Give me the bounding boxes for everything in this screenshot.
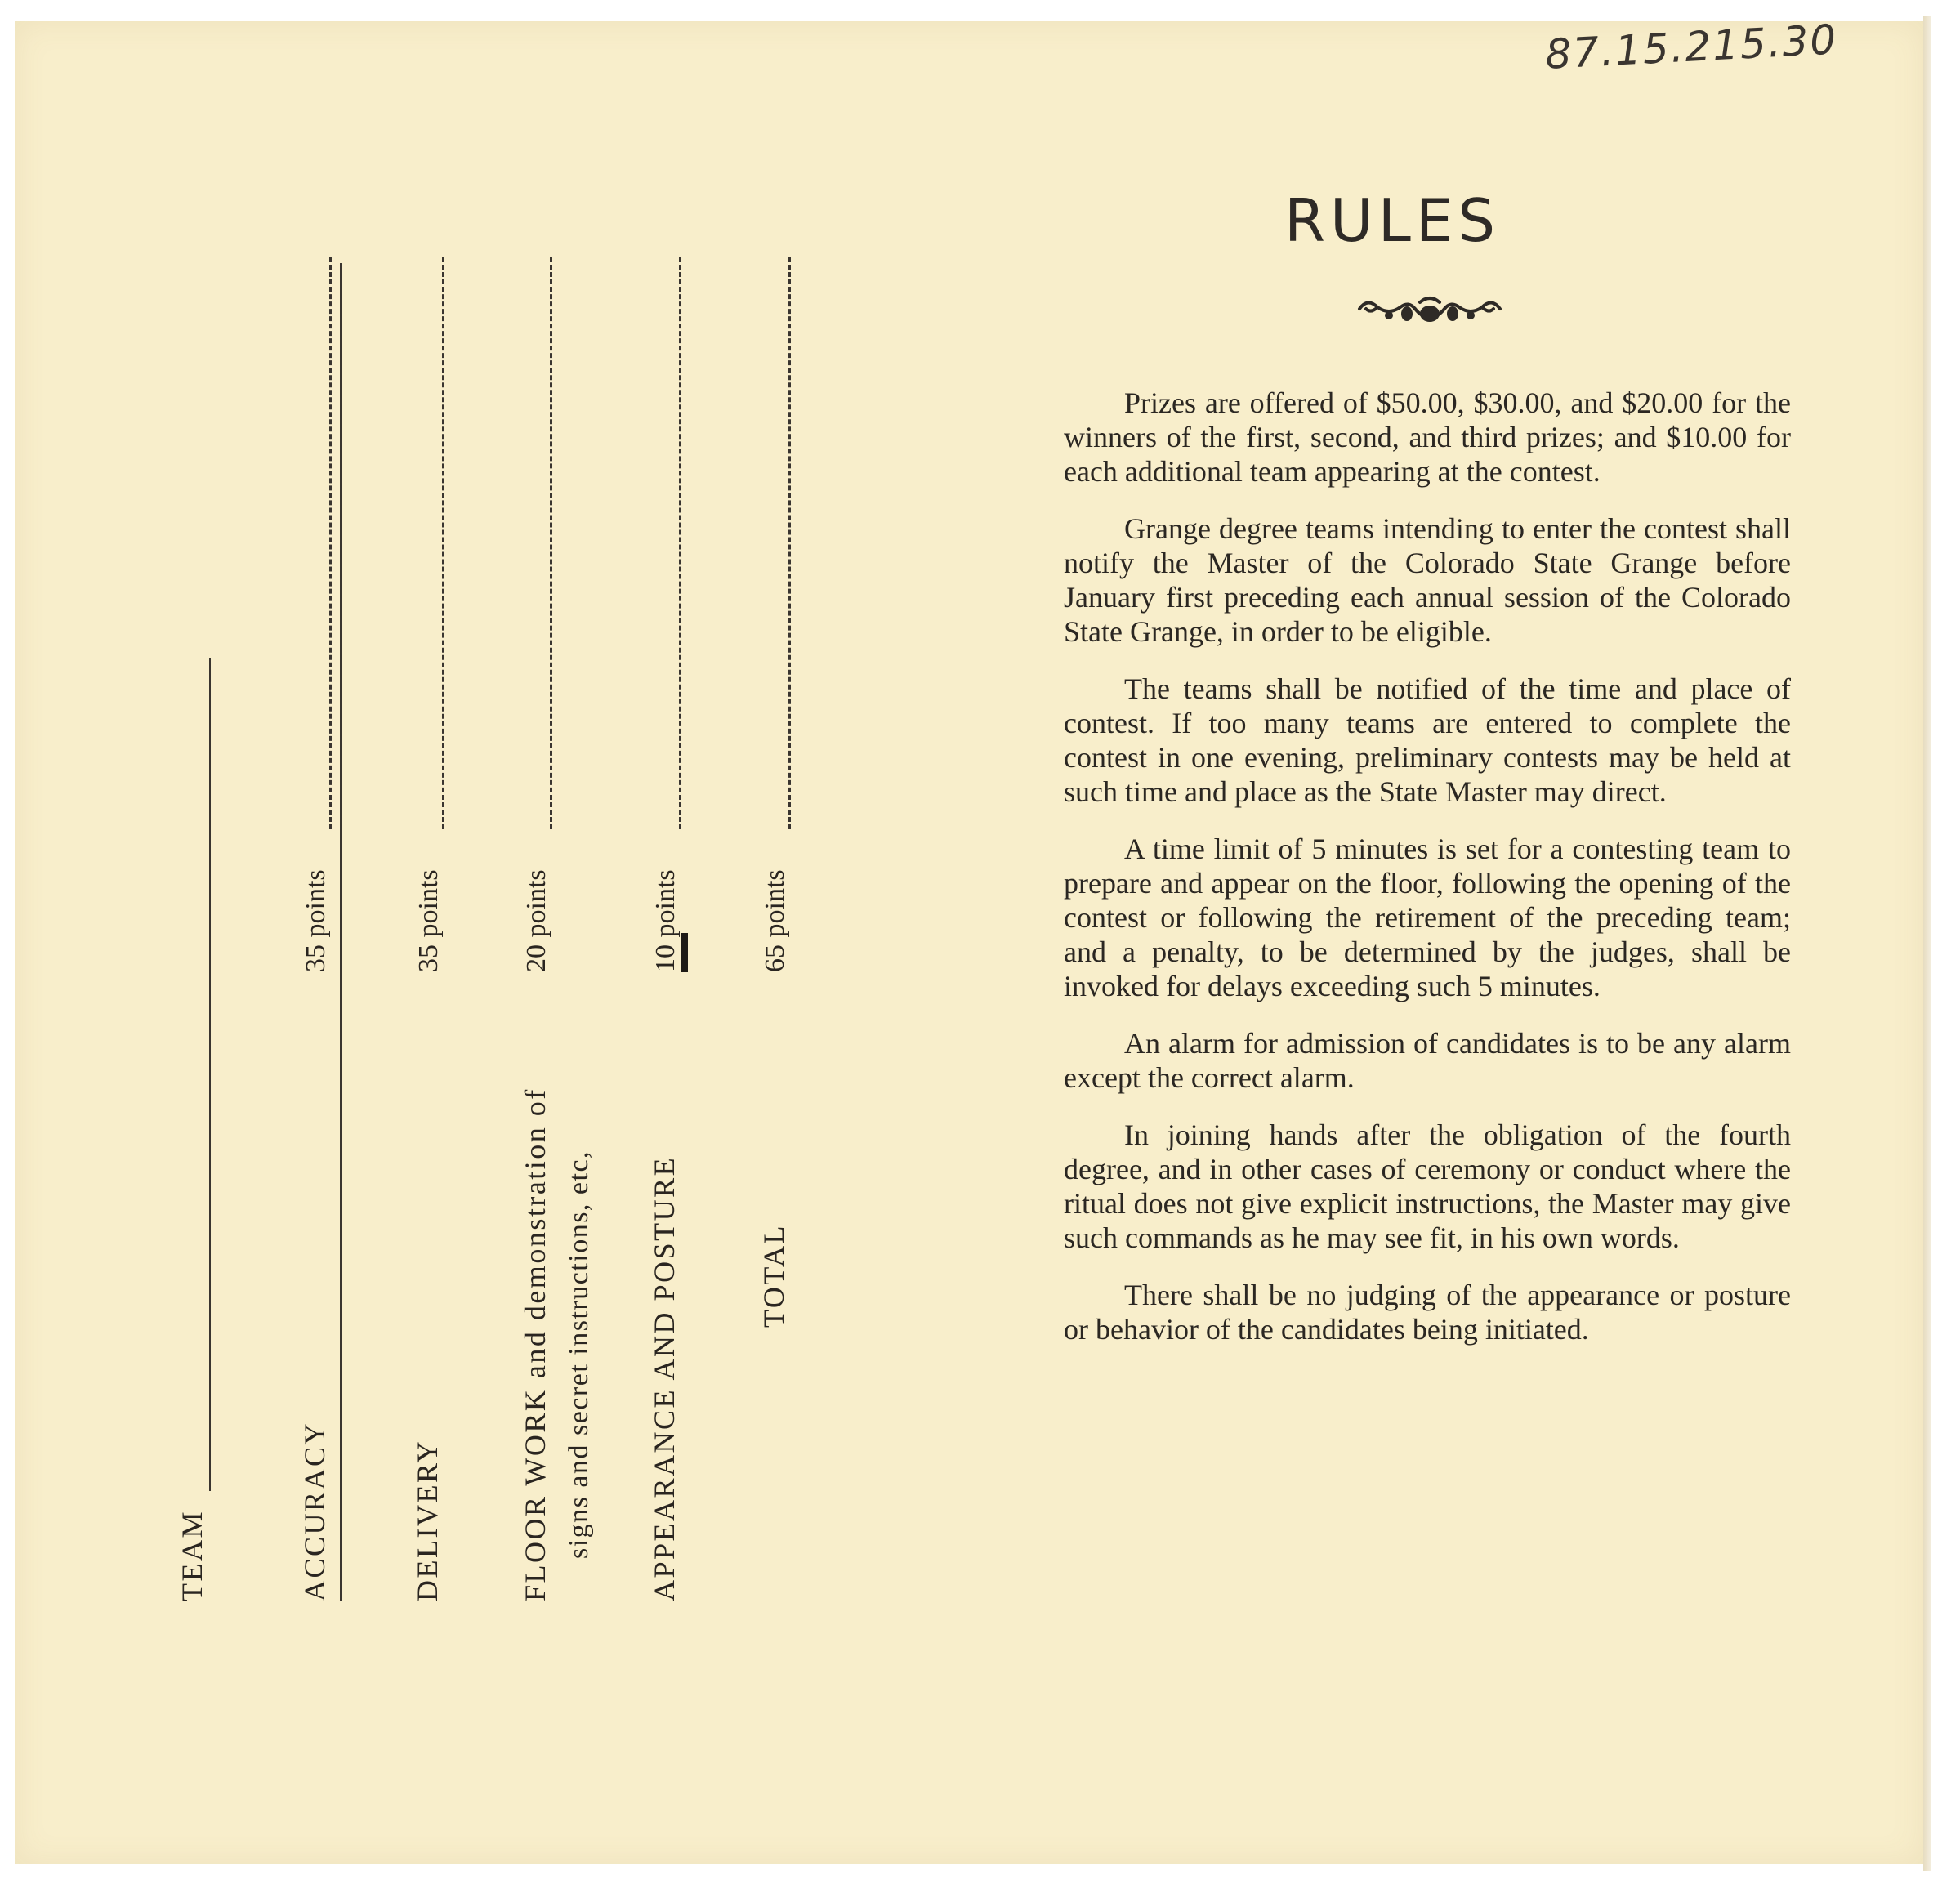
delivery-score-line[interactable] [442,257,444,829]
floor-work-row [498,245,564,1601]
pencil-mark [681,933,688,972]
appearance-label: APPEARANCE AND POSTURE [648,1155,681,1601]
score-sheet [155,245,825,1601]
rule-paragraph: Prizes are offered of $50.00, $30.00, and $20.00 for the winners of the first, second, and third prizes; and $10.00 for each additional team appearing at the contest. [1064,386,1791,488]
floor-work-score-line[interactable] [550,257,552,829]
rules-body [1064,386,1791,1369]
floor-work-points: 20 points [521,869,551,972]
delivery-label: DELIVERY [411,1440,444,1601]
rule-paragraph: There shall be no judging of the appearance or posture or behavior of the candidates being initiated. [1064,1279,1791,1346]
accession-number: 87.15.215.30 [1544,16,1839,78]
rule-paragraph: An alarm for admission of candidates is to be any alarm except the correct alarm. [1064,1027,1791,1094]
accuracy-row [278,245,343,1601]
team-label: TEAM [176,1510,208,1601]
accuracy-underline [340,263,342,1601]
delivery-row [391,245,456,1601]
rules-title: RULES [1284,186,1501,255]
total-score-line[interactable] [788,257,791,829]
total-points: 65 points [760,869,790,972]
total-row [737,245,802,1601]
total-label: TOTAL [757,1224,790,1328]
card-edge [1923,16,1931,1871]
accuracy-score-line[interactable] [329,257,332,829]
team-line[interactable] [209,658,211,1491]
appearance-points: 10 points [650,869,681,972]
team-row [155,245,221,1601]
accuracy-points: 35 points [301,869,331,972]
floor-work-label: FLOOR WORK and demonstration of [519,1087,551,1601]
delivery-points: 35 points [413,869,444,972]
floor-work-subrow [564,245,613,1601]
rule-paragraph: The teams shall be notified of the time and place of contest. If too many teams are entered to complete the contest in one evening, preliminary contests may be held at such time and place as the State Master may direct. [1064,672,1791,808]
appearance-score-line[interactable] [679,257,681,829]
rule-paragraph: A time limit of 5 minutes is set for a contesting team to prepare and appear on the floor, following the opening of the contest or following the retirement of the preceding team; and a penalty, to be determined by the judges, shall be invoked for delays exceeding such 5 minutes. [1064,833,1791,1002]
ornament-icon [1356,291,1503,336]
appearance-row [627,245,693,1601]
rule-paragraph: Grange degree teams intending to enter the contest shall notify the Master of the Colorado State Grange before January first preceding each annual session of the Colorado State Grange, in order to be eligible. [1064,512,1791,648]
accuracy-label: ACCURACY [298,1421,331,1601]
rule-paragraph: In joining hands after the obligation of the fourth degree, and in other cases of ceremony or conduct where the ritual does not give explicit instructions, the Master may give such commands as he may see fit, in his own words. [1064,1118,1791,1254]
floor-work-sublabel: signs and secret instructions, etc, [564,1150,594,1559]
